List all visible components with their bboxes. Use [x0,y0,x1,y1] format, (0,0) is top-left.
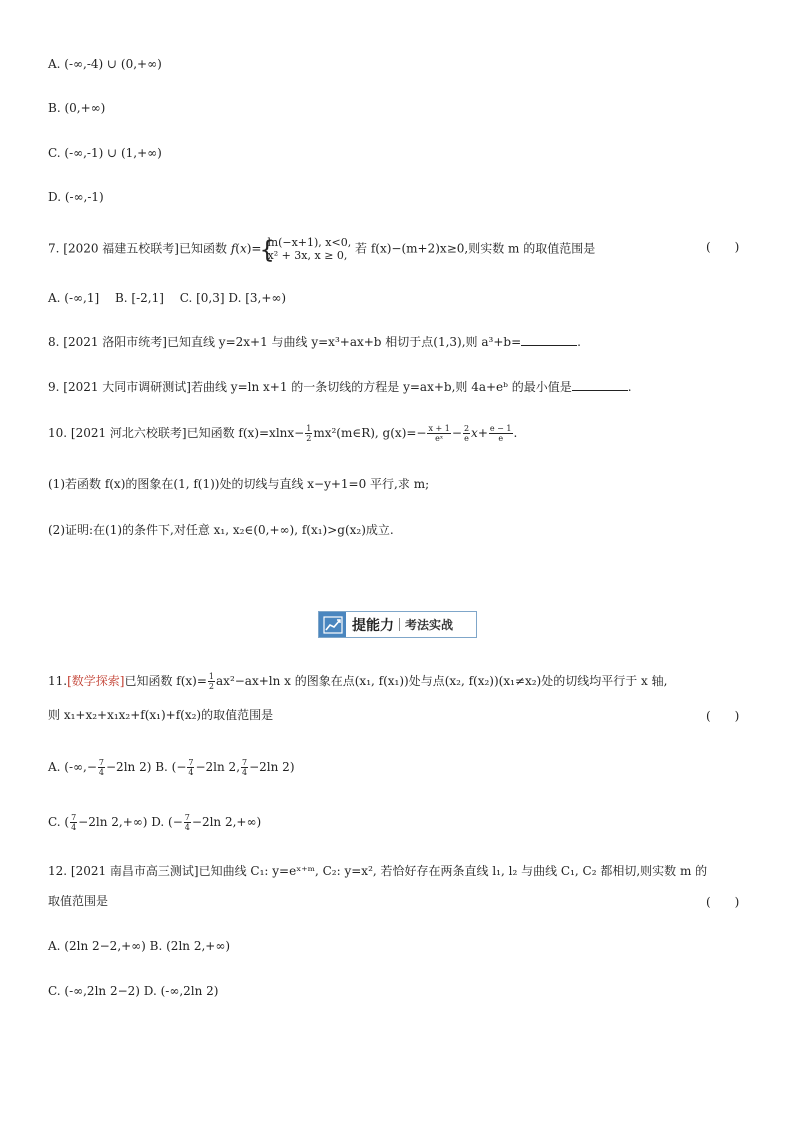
q12-options-cd: C. (-∞,2ln 2−2) D. (-∞,2ln 2) [48,984,219,998]
q7-piece-1: { ln(−x+1), x<0, [267,236,352,249]
q9-text: 9. [2021 大同市调研测试]若曲线 y=ln x+1 的一条切线的方程是 y=ax+b,则 4a+eᵇ 的最小值是 [48,380,572,394]
q10-prefix: 10. [2021 河北六校联考]已知函数 f(x)=xlnx− [48,426,305,440]
q9-answer-blank[interactable] [572,380,628,391]
q7-stem: 7. [2020 福建五校联考]已知函数 f(x)= { ln(−x+1), x<0, x² + 3x, x ≥ 0, 若 f(x)−(m+2)x≥0,则实数 m 的取值范围是 [48,236,595,262]
q7-answer-paren: ( ) [706,240,740,254]
q10-frac-g1: $\frac{x + 1}{\text{eˣ}}$ [428,424,450,443]
banner-title: 提能力 [352,617,394,634]
q10-mid: mx²(m∈R), g(x)=− [313,426,427,440]
q11-frac-seven-fourths: $\frac{7}{4}$ [188,758,194,777]
q12-options-ab: A. (2ln 2−2,+∞) B. (2ln 2,+∞) [48,939,231,953]
q12-answer-paren: ( ) [706,895,740,909]
q11-frac-seven-fourths: $\frac{7}{4}$ [71,813,77,832]
q11-stem-line-2: 则 x₁+x₂+x₁x₂+f(x₁)+f(x₂)的取值范围是 [48,708,274,722]
q8-text: 8. [2021 洛阳市统考]已知直线 y=2x+1 与曲线 y=x³+ax+b 相切于点(1,3),则 a³+b= [48,335,522,349]
q7-piecewise [261,236,351,262]
q10-stem: 10. [2021 河北六校联考]已知函数 f(x)=xlnx− $\frac{1}{2}$ mx²(m∈R), g(x)=− $\frac{x + 1}{\text{eˣ}}$ − $\frac{2}{e}$ x+ $\frac{e - 1}{e}$ . [48,424,518,443]
q11-tag: [数学探索] [67,674,125,688]
q11-frac-half: $\frac{1}{2}$ [208,672,215,691]
q11-frac-seven-fourths: $\frac{7}{4}$ [184,813,190,832]
q11-answer-paren: ( ) [706,709,740,723]
q6-option-d: D. (-∞,-1) [48,190,104,204]
q7-piece-2: x² + 3x, x ≥ 0, [267,249,348,262]
q11-frac-seven-fourths: $\frac{7}{4}$ [98,758,104,777]
q11-text-1: 已知函数 f(x)= [124,674,207,688]
q11-stem [48,672,667,691]
section-banner [318,611,477,638]
q12-stem: 12. [2021 南昌市高三测试]已知曲线 C₁: y=eˣ⁺ᵐ, C₂: y=x², 若恰好存在两条直线 l₁, l₂ 与曲线 C₁, C₂ 都相切,则实数 m 的 [48,864,708,878]
banner-divider [399,618,400,631]
q10-part-1: (1)若函数 f(x)的图象在(1, f(1))处的切线与直线 x−y+1=0 平行,求 m; [48,477,430,491]
banner-subtitle: 考法实战 [405,618,454,632]
q10-frac-g2: $\frac{2}{e}$ [463,424,470,443]
q6-option-c: C. (-∞,-1) ∪ (1,+∞) [48,146,162,160]
q9-stem: 9. [2021 大同市调研测试]若曲线 y=ln x+1 的一条切线的方程是 y=ax+b,则 4a+eᵇ 的最小值是 . [48,380,632,394]
chart-trend-icon [319,612,346,637]
q7-condition: 若 f(x)−(m+2)x≥0,则实数 m 的取值范围是 [355,241,596,256]
q8-stem: 8. [2021 洛阳市统考]已知直线 y=2x+1 与曲线 y=x³+ax+b 相切于点(1,3),则 a³+b= . [48,335,581,349]
q11-text-2: ax²−ax+ln x 的图象在点(x₁, f(x₁))处与点(x₂, f(x₂))(x₁≠x₂)处的切线均平行于 x 轴, [216,674,668,688]
q12-stem-line-2: 取值范围是 [48,894,109,908]
q8-answer-blank[interactable] [521,335,577,346]
q11-number: 11. [48,674,68,688]
q7-prefix: 7. [2020 福建五校联考]已知函数 [48,241,227,256]
q10-frac-half: $\frac{1}{2}$ [306,424,312,443]
q10-frac-g3: $\frac{e - 1}{e}$ [489,424,512,443]
q11-options-cd: C. ( $\frac{7}{4}$ −2ln 2,+∞) D. (− $\frac{7}{4}$ −2ln 2,+∞) [48,813,262,832]
q7-options: A. (-∞,1] B. [-2,1] C. [0,3] D. [3,+∞) [48,291,287,305]
q6-option-b: B. (0,+∞) [48,101,106,115]
q10-part-2: (2)证明:在(1)的条件下,对任意 x₁, x₂∈(0,+∞), f(x₁)>g(x₂)成立. [48,523,394,537]
q11-frac-seven-fourths: $\frac{7}{4}$ [242,758,248,777]
q6-option-a: A. (-∞,-4) ∪ (0,+∞) [48,57,162,71]
q11-options-ab: A. (-∞,− $\frac{7}{4}$ −2ln 2) B. (− $\frac{7}{4}$ −2ln 2, $\frac{7}{4}$ −2ln 2) [48,758,295,777]
